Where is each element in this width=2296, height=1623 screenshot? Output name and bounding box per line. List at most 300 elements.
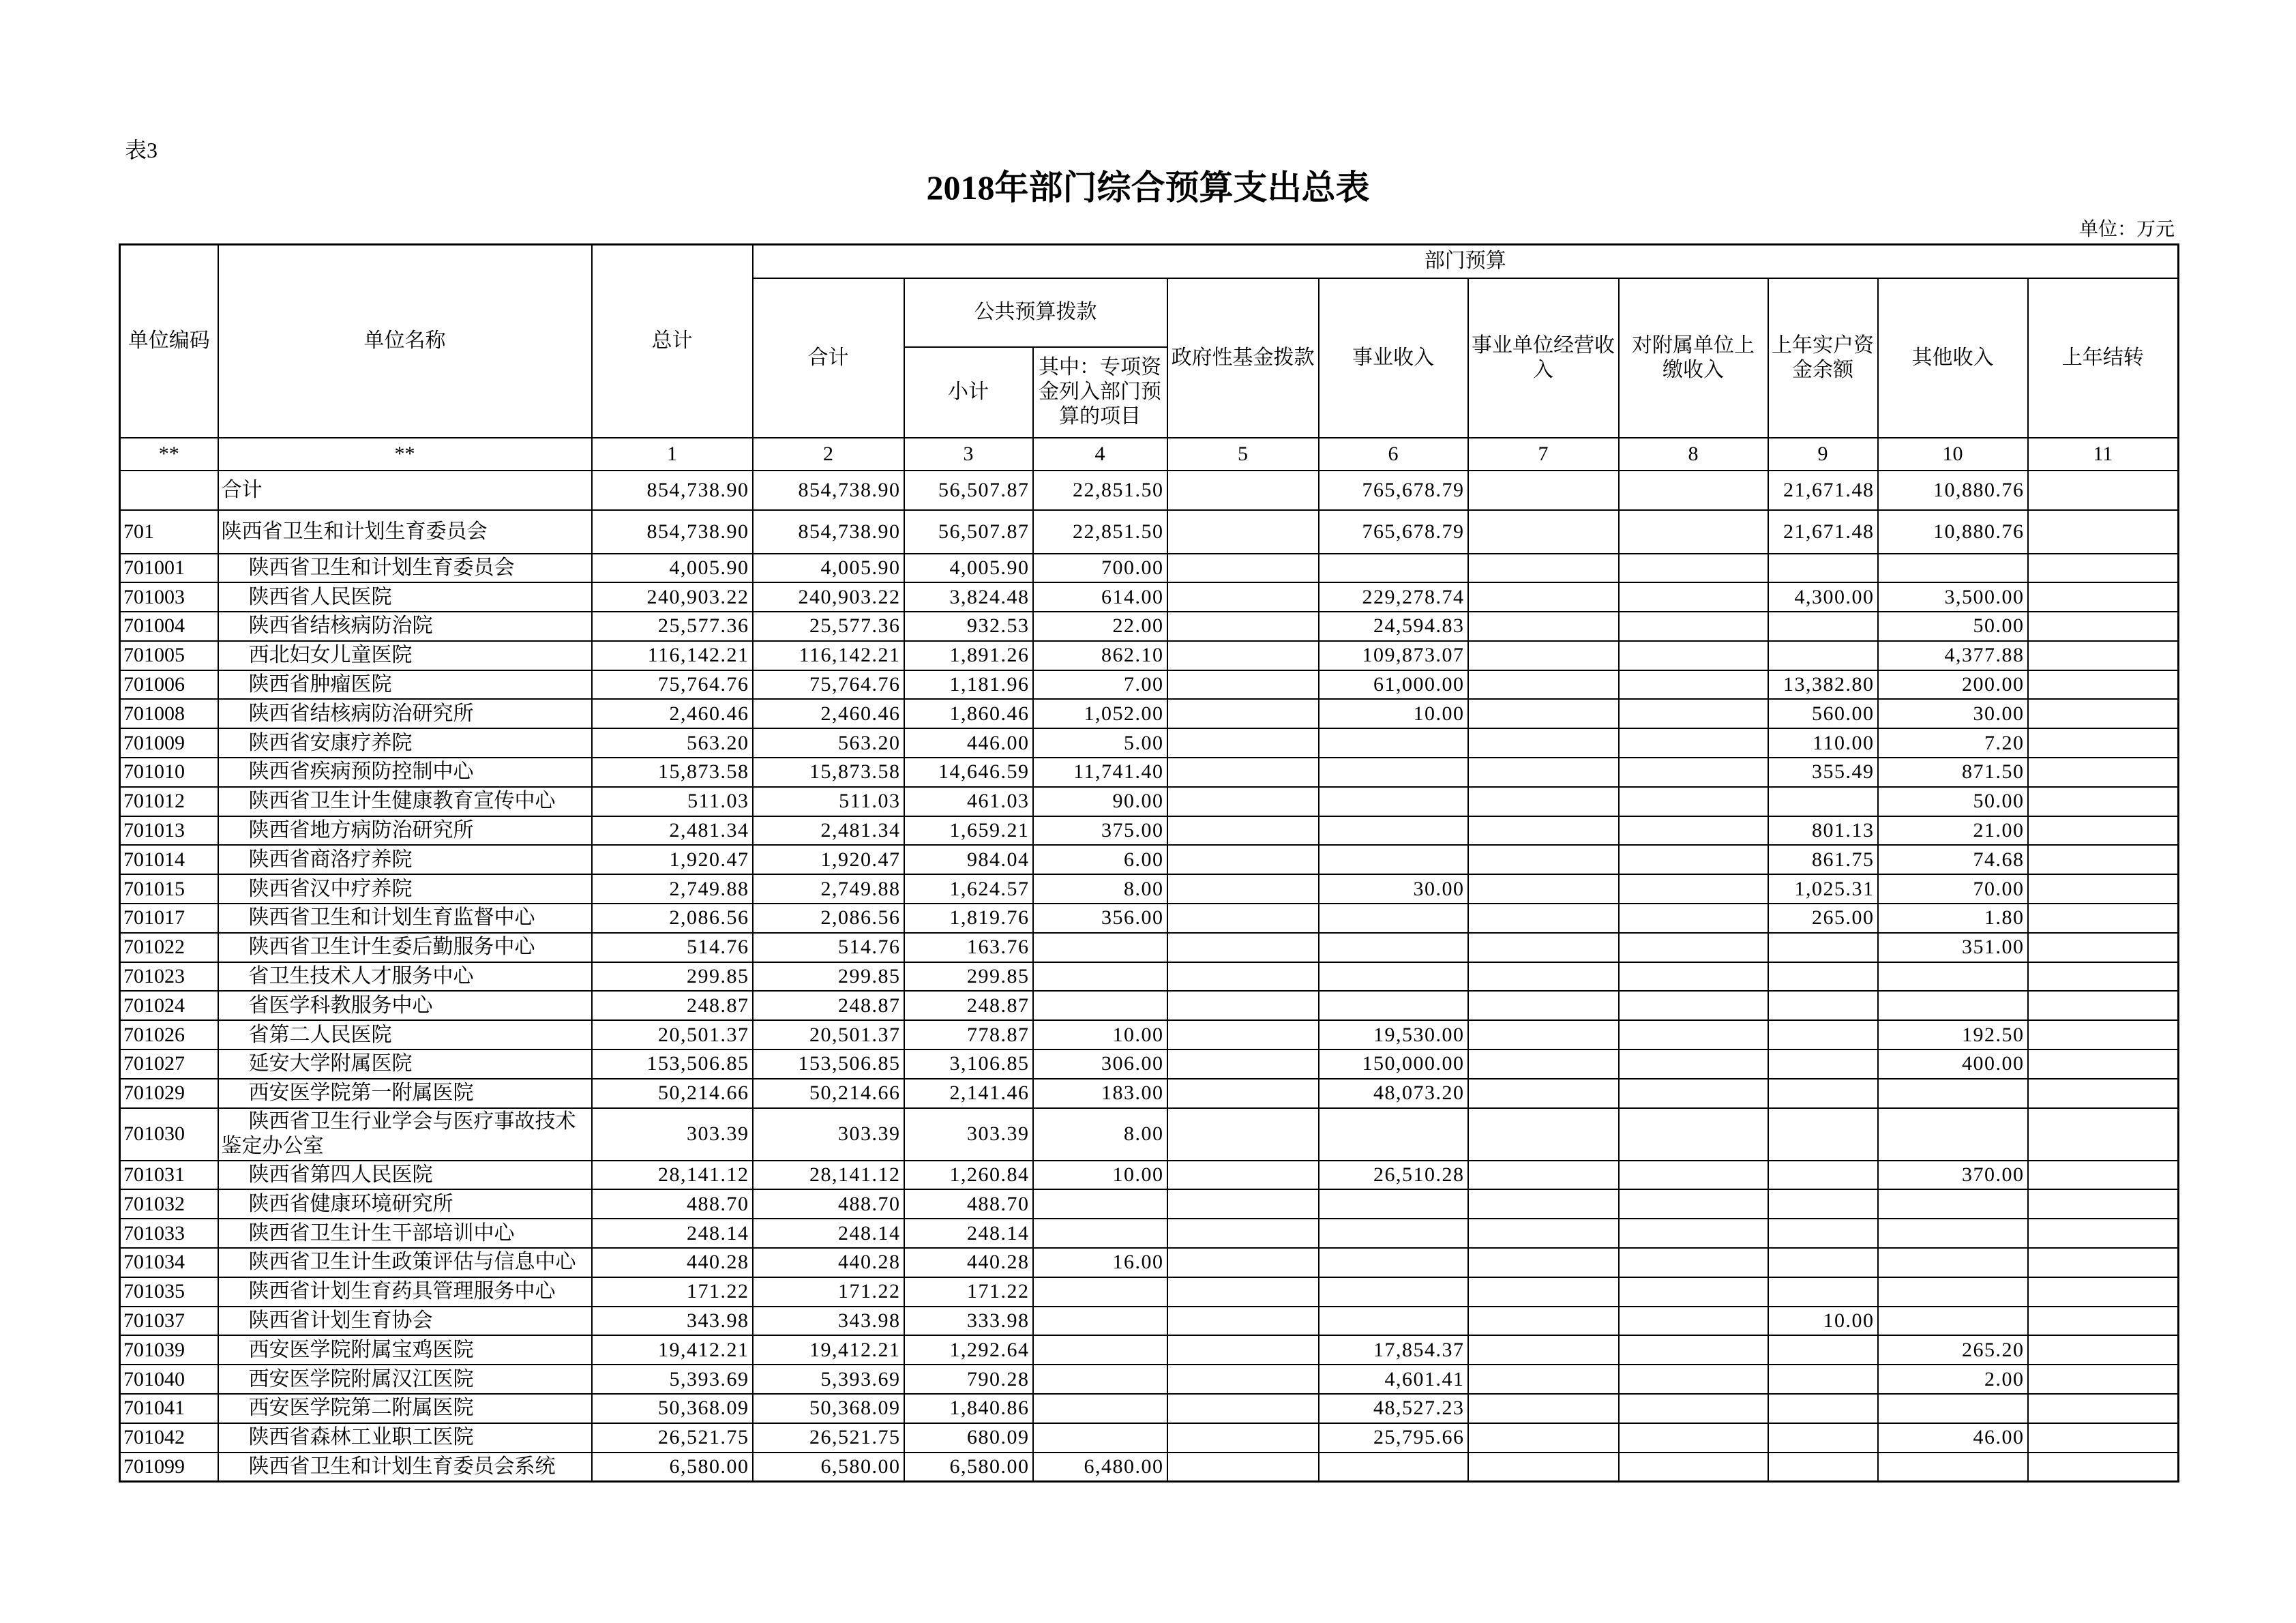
cell-prior-balance: [1768, 554, 1878, 583]
cell-other-income: 2.00: [1878, 1365, 2028, 1394]
cell-unit-name: 陕西省卫生行业学会与医疗事故技术鉴定办公室: [218, 1108, 592, 1161]
cell-combined: 50,214.66: [753, 1079, 904, 1108]
cell-subsidiary-income: [1619, 816, 1768, 846]
cell-other-income: [1878, 991, 2028, 1020]
cell-public-special: 10.00: [1033, 1161, 1167, 1190]
table-row: [120, 758, 2179, 787]
cell-unit-code: 701023: [120, 962, 218, 992]
cell-subsidiary-income: [1619, 1049, 1768, 1079]
cell-gov-fund: [1167, 612, 1319, 641]
cell-subsidiary-income: [1619, 471, 1768, 510]
cell-combined: 854,738.90: [753, 510, 904, 554]
cell-unit-code: 701014: [120, 845, 218, 874]
cell-carryover: [2028, 787, 2179, 816]
cell-unit-code: 701039: [120, 1335, 218, 1365]
cell-unit-code: 701037: [120, 1307, 218, 1336]
cell-public-special: [1033, 1307, 1167, 1336]
cell-prior-balance: [1768, 962, 1878, 992]
cell-total: 2,086.56: [592, 904, 753, 933]
cell-other-income: [1878, 1248, 2028, 1277]
cell-business-income: [1319, 933, 1468, 962]
cell-prior-balance: 560.00: [1768, 699, 1878, 728]
cell-other-income: [1878, 1189, 2028, 1219]
cell-business-income: [1319, 1189, 1468, 1219]
cell-total: 1,920.47: [592, 845, 753, 874]
cell-carryover: [2028, 1453, 2179, 1482]
cell-subsidiary-income: [1619, 1423, 1768, 1453]
cell-other-income: 3,500.00: [1878, 582, 2028, 612]
cell-subsidiary-income: [1619, 904, 1768, 933]
cell-prior-balance: [1768, 1161, 1878, 1190]
header-subtotal: 小计: [904, 347, 1033, 438]
header-unit-name: 单位名称: [218, 245, 592, 438]
cell-business-income: 229,278.74: [1319, 582, 1468, 612]
cell-unit-code: 701003: [120, 582, 218, 612]
table-row: [120, 641, 2179, 670]
cell-gov-fund: [1167, 1049, 1319, 1079]
cell-gov-fund: [1167, 962, 1319, 992]
table-row: [120, 1161, 2179, 1190]
cell-prior-balance: [1768, 1049, 1878, 1079]
index-cell: 10: [1878, 438, 2028, 471]
cell-operating-income: [1468, 904, 1619, 933]
cell-unit-code: 701099: [120, 1453, 218, 1482]
cell-operating-income: [1468, 699, 1619, 728]
cell-operating-income: [1468, 1161, 1619, 1190]
cell-business-income: [1319, 991, 1468, 1020]
cell-subsidiary-income: [1619, 1108, 1768, 1161]
table-row: [120, 874, 2179, 904]
cell-business-income: [1319, 845, 1468, 874]
cell-public-subtotal: 248.87: [904, 991, 1033, 1020]
cell-other-income: [1878, 1394, 2028, 1423]
cell-carryover: [2028, 874, 2179, 904]
cell-other-income: 200.00: [1878, 670, 2028, 700]
cell-total: 488.70: [592, 1189, 753, 1219]
cell-unit-code: 701009: [120, 728, 218, 758]
cell-gov-fund: [1167, 1365, 1319, 1394]
cell-subsidiary-income: [1619, 1365, 1768, 1394]
cell-business-income: 48,073.20: [1319, 1079, 1468, 1108]
cell-total: 299.85: [592, 962, 753, 992]
cell-operating-income: [1468, 554, 1619, 583]
cell-public-special: [1033, 1219, 1167, 1248]
cell-business-income: 24,594.83: [1319, 612, 1468, 641]
cell-business-income: [1319, 1453, 1468, 1482]
cell-carryover: [2028, 1423, 2179, 1453]
cell-operating-income: [1468, 641, 1619, 670]
cell-business-income: 17,854.37: [1319, 1335, 1468, 1365]
index-cell: 11: [2028, 438, 2179, 471]
cell-prior-balance: 861.75: [1768, 845, 1878, 874]
cell-total: 511.03: [592, 787, 753, 816]
cell-operating-income: [1468, 612, 1619, 641]
cell-subsidiary-income: [1619, 554, 1768, 583]
header-combined: 合计: [753, 278, 904, 438]
cell-operating-income: [1468, 874, 1619, 904]
cell-prior-balance: [1768, 1335, 1878, 1365]
cell-public-subtotal: 1,659.21: [904, 816, 1033, 846]
cell-combined: 2,481.34: [753, 816, 904, 846]
cell-public-special: 11,741.40: [1033, 758, 1167, 787]
cell-public-special: [1033, 1335, 1167, 1365]
cell-public-subtotal: 333.98: [904, 1307, 1033, 1336]
index-cell: 4: [1033, 438, 1167, 471]
cell-operating-income: [1468, 1423, 1619, 1453]
header-unit-code: 单位编码: [120, 245, 218, 438]
cell-unit-name: 西安医学院第二附属医院: [218, 1394, 592, 1423]
cell-unit-name: 陕西省卫生和计划生育监督中心: [218, 904, 592, 933]
cell-other-income: [1878, 554, 2028, 583]
cell-subsidiary-income: [1619, 1020, 1768, 1049]
cell-subsidiary-income: [1619, 962, 1768, 992]
cell-unit-name: 陕西省卫生计生健康教育宣传中心: [218, 787, 592, 816]
header-prior-balance: 上年实户资金余额: [1768, 278, 1878, 438]
cell-subsidiary-income: [1619, 1248, 1768, 1277]
cell-combined: 5,393.69: [753, 1365, 904, 1394]
cell-combined: 6,580.00: [753, 1453, 904, 1482]
cell-public-subtotal: 3,824.48: [904, 582, 1033, 612]
cell-public-special: 183.00: [1033, 1079, 1167, 1108]
cell-combined: 50,368.09: [753, 1394, 904, 1423]
cell-business-income: [1319, 1307, 1468, 1336]
cell-operating-income: [1468, 1277, 1619, 1307]
total-row: [120, 471, 2179, 510]
table-row: [120, 582, 2179, 612]
cell-unit-code: 701008: [120, 699, 218, 728]
cell-gov-fund: [1167, 670, 1319, 700]
cell-operating-income: [1468, 582, 1619, 612]
cell-other-income: 4,377.88: [1878, 641, 2028, 670]
cell-total: 153,506.85: [592, 1049, 753, 1079]
cell-combined: 2,749.88: [753, 874, 904, 904]
cell-prior-balance: [1768, 1219, 1878, 1248]
cell-unit-code: 701010: [120, 758, 218, 787]
cell-total: 5,393.69: [592, 1365, 753, 1394]
cell-carryover: [2028, 1277, 2179, 1307]
cell-carryover: [2028, 1365, 2179, 1394]
cell-public-subtotal: 56,507.87: [904, 471, 1033, 510]
cell-business-income: [1319, 728, 1468, 758]
table-row: [120, 1307, 2179, 1336]
cell-other-income: 7.20: [1878, 728, 2028, 758]
cell-public-subtotal: 56,507.87: [904, 510, 1033, 554]
cell-total: 240,903.22: [592, 582, 753, 612]
cell-business-income: [1319, 787, 1468, 816]
cell-prior-balance: 13,382.80: [1768, 670, 1878, 700]
cell-combined: 26,521.75: [753, 1423, 904, 1453]
cell-public-special: 22,851.50: [1033, 471, 1167, 510]
header-row: [120, 245, 2179, 278]
index-cell: **: [218, 438, 592, 471]
cell-total: 248.87: [592, 991, 753, 1020]
cell-public-subtotal: 2,141.46: [904, 1079, 1033, 1108]
cell-unit-code: [120, 471, 218, 510]
cell-public-subtotal: 171.22: [904, 1277, 1033, 1307]
cell-business-income: [1319, 1108, 1468, 1161]
index-cell: 9: [1768, 438, 1878, 471]
cell-public-subtotal: 6,580.00: [904, 1453, 1033, 1482]
cell-unit-code: 701041: [120, 1394, 218, 1423]
cell-other-income: [1878, 1108, 2028, 1161]
cell-business-income: 765,678.79: [1319, 510, 1468, 554]
header-public-budget: 公共预算拨款: [904, 278, 1167, 347]
cell-unit-code: 701026: [120, 1020, 218, 1049]
cell-business-income: 26,510.28: [1319, 1161, 1468, 1190]
cell-combined: 116,142.21: [753, 641, 904, 670]
table-row: [120, 1049, 2179, 1079]
cell-prior-balance: 4,300.00: [1768, 582, 1878, 612]
cell-gov-fund: [1167, 1394, 1319, 1423]
cell-carryover: [2028, 699, 2179, 728]
cell-public-subtotal: 1,624.57: [904, 874, 1033, 904]
cell-business-income: 61,000.00: [1319, 670, 1468, 700]
cell-carryover: [2028, 1189, 2179, 1219]
table-row: [120, 1453, 2179, 1482]
cell-gov-fund: [1167, 1020, 1319, 1049]
cell-public-subtotal: 932.53: [904, 612, 1033, 641]
table-row: [120, 1248, 2179, 1277]
index-cell: 2: [753, 438, 904, 471]
cell-operating-income: [1468, 845, 1619, 874]
cell-gov-fund: [1167, 1423, 1319, 1453]
budget-table: [119, 243, 2179, 1483]
cell-prior-balance: [1768, 991, 1878, 1020]
cell-carryover: [2028, 758, 2179, 787]
cell-public-subtotal: 1,891.26: [904, 641, 1033, 670]
cell-combined: 514.76: [753, 933, 904, 962]
cell-total: 2,749.88: [592, 874, 753, 904]
cell-other-income: 21.00: [1878, 816, 2028, 846]
cell-business-income: [1319, 816, 1468, 846]
cell-public-special: 6,480.00: [1033, 1453, 1167, 1482]
cell-public-subtotal: 299.85: [904, 962, 1033, 992]
cell-unit-code: 701035: [120, 1277, 218, 1307]
cell-prior-balance: [1768, 1423, 1878, 1453]
cell-unit-code: 701006: [120, 670, 218, 700]
cell-unit-name: 陕西省商洛疗养院: [218, 845, 592, 874]
cell-total: 50,214.66: [592, 1079, 753, 1108]
cell-subsidiary-income: [1619, 1079, 1768, 1108]
cell-unit-name: 省第二人民医院: [218, 1020, 592, 1049]
index-cell: 7: [1468, 438, 1619, 471]
cell-operating-income: [1468, 1108, 1619, 1161]
cell-combined: 153,506.85: [753, 1049, 904, 1079]
table-row: [120, 728, 2179, 758]
cell-unit-code: 701012: [120, 787, 218, 816]
cell-other-income: [1878, 1219, 2028, 1248]
index-cell: 5: [1167, 438, 1319, 471]
cell-public-special: 375.00: [1033, 816, 1167, 846]
cell-total: 26,521.75: [592, 1423, 753, 1453]
cell-operating-income: [1468, 510, 1619, 554]
cell-other-income: 30.00: [1878, 699, 2028, 728]
table-row: [120, 991, 2179, 1020]
cell-combined: 28,141.12: [753, 1161, 904, 1190]
cell-other-income: 10,880.76: [1878, 471, 2028, 510]
index-cell: **: [120, 438, 218, 471]
cell-gov-fund: [1167, 787, 1319, 816]
cell-public-subtotal: 446.00: [904, 728, 1033, 758]
cell-public-subtotal: 488.70: [904, 1189, 1033, 1219]
cell-public-special: 306.00: [1033, 1049, 1167, 1079]
cell-subsidiary-income: [1619, 1277, 1768, 1307]
cell-unit-name: 陕西省卫生和计划生育委员会系统: [218, 1453, 592, 1482]
cell-prior-balance: 355.49: [1768, 758, 1878, 787]
table-header: [120, 245, 2179, 471]
cell-gov-fund: [1167, 1335, 1319, 1365]
index-cell: 8: [1619, 438, 1768, 471]
cell-carryover: [2028, 1394, 2179, 1423]
cell-unit-code: 701034: [120, 1248, 218, 1277]
cell-public-subtotal: 1,260.84: [904, 1161, 1033, 1190]
cell-business-income: 109,873.07: [1319, 641, 1468, 670]
cell-total: 854,738.90: [592, 510, 753, 554]
cell-total: 50,368.09: [592, 1394, 753, 1423]
cell-subsidiary-income: [1619, 1335, 1768, 1365]
cell-public-subtotal: 1,181.96: [904, 670, 1033, 700]
cell-carryover: [2028, 510, 2179, 554]
cell-carryover: [2028, 582, 2179, 612]
cell-unit-name: 陕西省结核病防治研究所: [218, 699, 592, 728]
cell-unit-name: 省卫生技术人才服务中心: [218, 962, 592, 992]
cell-other-income: 50.00: [1878, 787, 2028, 816]
cell-subsidiary-income: [1619, 1453, 1768, 1482]
cell-gov-fund: [1167, 1219, 1319, 1248]
cell-subsidiary-income: [1619, 699, 1768, 728]
cell-combined: 303.39: [753, 1108, 904, 1161]
cell-gov-fund: [1167, 471, 1319, 510]
header-operating-income: 事业单位经营收入: [1468, 278, 1619, 438]
table-row: [120, 1219, 2179, 1248]
cell-gov-fund: [1167, 641, 1319, 670]
cell-subsidiary-income: [1619, 933, 1768, 962]
cell-gov-fund: [1167, 728, 1319, 758]
cell-public-subtotal: 680.09: [904, 1423, 1033, 1453]
header-special: 其中：专项资金列入部门预算的项目: [1033, 347, 1167, 438]
header-business-income: 事业收入: [1319, 278, 1468, 438]
cell-combined: 299.85: [753, 962, 904, 992]
cell-gov-fund: [1167, 1453, 1319, 1482]
cell-prior-balance: [1768, 1020, 1878, 1049]
cell-prior-balance: [1768, 1394, 1878, 1423]
cell-combined: 2,086.56: [753, 904, 904, 933]
cell-business-income: 19,530.00: [1319, 1020, 1468, 1049]
cell-unit-code: 701022: [120, 933, 218, 962]
cell-prior-balance: [1768, 1079, 1878, 1108]
cell-public-special: 614.00: [1033, 582, 1167, 612]
cell-public-special: 356.00: [1033, 904, 1167, 933]
cell-public-subtotal: 303.39: [904, 1108, 1033, 1161]
cell-public-subtotal: 440.28: [904, 1248, 1033, 1277]
cell-unit-code: 701001: [120, 554, 218, 583]
cell-public-special: [1033, 1277, 1167, 1307]
cell-public-subtotal: 778.87: [904, 1020, 1033, 1049]
cell-prior-balance: [1768, 1108, 1878, 1161]
cell-other-income: [1878, 962, 2028, 992]
cell-combined: 511.03: [753, 787, 904, 816]
cell-prior-balance: [1768, 641, 1878, 670]
cell-operating-income: [1468, 1248, 1619, 1277]
cell-prior-balance: 801.13: [1768, 816, 1878, 846]
cell-public-subtotal: 1,860.46: [904, 699, 1033, 728]
cell-subsidiary-income: [1619, 1189, 1768, 1219]
header-dept-budget: 部门预算: [753, 245, 2179, 278]
cell-other-income: 10,880.76: [1878, 510, 2028, 554]
cell-total: 2,481.34: [592, 816, 753, 846]
cell-public-special: 90.00: [1033, 787, 1167, 816]
cell-public-subtotal: 1,292.64: [904, 1335, 1033, 1365]
cell-gov-fund: [1167, 1248, 1319, 1277]
cell-carryover: [2028, 1079, 2179, 1108]
cell-other-income: 370.00: [1878, 1161, 2028, 1190]
cell-public-special: 7.00: [1033, 670, 1167, 700]
cell-carryover: [2028, 991, 2179, 1020]
cell-total: 6,580.00: [592, 1453, 753, 1482]
cell-other-income: 871.50: [1878, 758, 2028, 787]
unit-label: 单位：万元: [2078, 219, 2175, 240]
cell-gov-fund: [1167, 554, 1319, 583]
header-other-income: 其他收入: [1878, 278, 2028, 438]
cell-unit-name: 陕西省安康疗养院: [218, 728, 592, 758]
cell-unit-name: 西安医学院附属汉江医院: [218, 1365, 592, 1394]
cell-unit-code: 701042: [120, 1423, 218, 1453]
table-row: [120, 510, 2179, 554]
cell-unit-name: 合计: [218, 471, 592, 510]
cell-carryover: [2028, 933, 2179, 962]
cell-combined: 440.28: [753, 1248, 904, 1277]
cell-subsidiary-income: [1619, 874, 1768, 904]
cell-gov-fund: [1167, 1277, 1319, 1307]
table-row: [120, 1335, 2179, 1365]
table-row: [120, 933, 2179, 962]
cell-carryover: [2028, 612, 2179, 641]
cell-unit-code: 701004: [120, 612, 218, 641]
table-row: [120, 1079, 2179, 1108]
cell-operating-income: [1468, 758, 1619, 787]
cell-unit-code: 701: [120, 510, 218, 554]
cell-public-subtotal: 984.04: [904, 845, 1033, 874]
cell-unit-code: 701005: [120, 641, 218, 670]
cell-public-special: 16.00: [1033, 1248, 1167, 1277]
cell-gov-fund: [1167, 758, 1319, 787]
cell-prior-balance: [1768, 612, 1878, 641]
cell-public-special: 862.10: [1033, 641, 1167, 670]
cell-other-income: 265.20: [1878, 1335, 2028, 1365]
cell-combined: 343.98: [753, 1307, 904, 1336]
cell-total: 343.98: [592, 1307, 753, 1336]
cell-carryover: [2028, 1161, 2179, 1190]
cell-total: 440.28: [592, 1248, 753, 1277]
cell-business-income: [1319, 962, 1468, 992]
cell-unit-code: 701013: [120, 816, 218, 846]
cell-prior-balance: [1768, 933, 1878, 962]
cell-prior-balance: [1768, 1453, 1878, 1482]
header-subsidiary-income: 对附属单位上缴收入: [1619, 278, 1768, 438]
table-row: [120, 612, 2179, 641]
cell-combined: 25,577.36: [753, 612, 904, 641]
cell-unit-name: 省医学科教服务中心: [218, 991, 592, 1020]
cell-operating-income: [1468, 1365, 1619, 1394]
cell-unit-code: 701033: [120, 1219, 218, 1248]
cell-other-income: 400.00: [1878, 1049, 2028, 1079]
cell-public-special: [1033, 933, 1167, 962]
cell-public-subtotal: 3,106.85: [904, 1049, 1033, 1079]
cell-public-special: [1033, 1423, 1167, 1453]
cell-unit-name: 陕西省健康环境研究所: [218, 1189, 592, 1219]
cell-public-special: [1033, 1189, 1167, 1219]
cell-combined: 248.14: [753, 1219, 904, 1248]
